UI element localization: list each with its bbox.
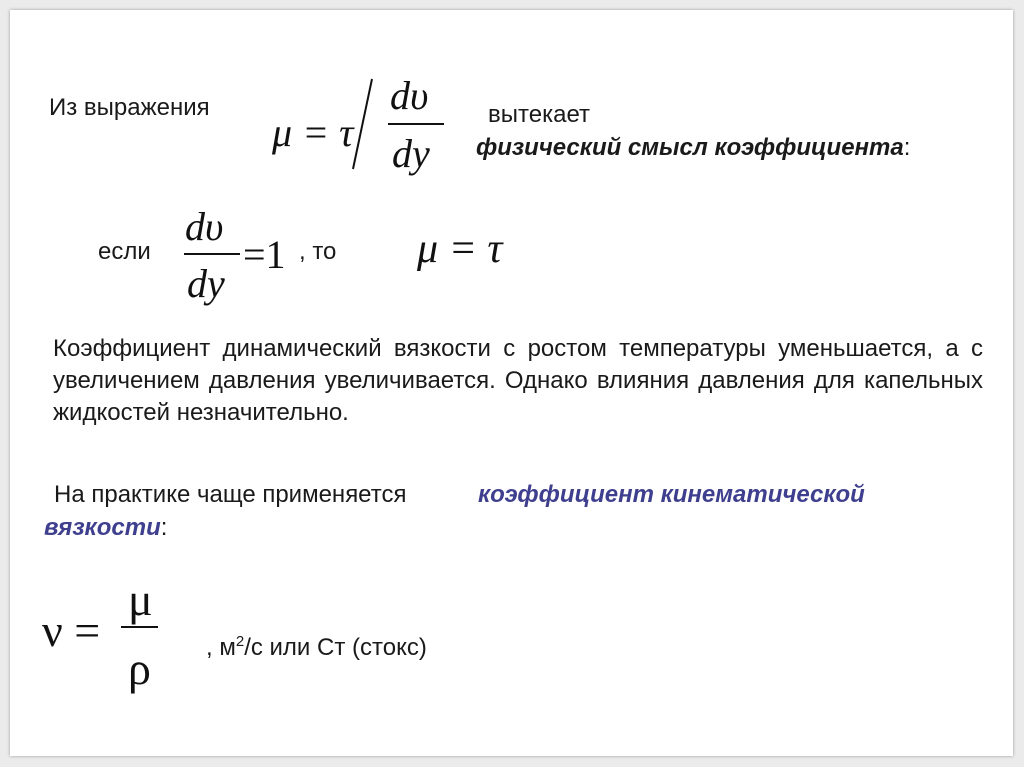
viscosity-paragraph: Коэффициент динамический вязкости с ростом температуры уменьшается, а с увеличением давления увеличивается. Однако влияния давления для капельных жидкостей незначительно. (53, 335, 983, 426)
nu-denominator-rho: ρ (128, 643, 151, 694)
formula-denominator-dy: dy (392, 131, 430, 176)
kinematic-term-line1: коэффициент кинематической (478, 481, 865, 508)
if-text: если (98, 238, 151, 265)
physical-meaning-text: физический смысл коэффициента (476, 134, 904, 161)
if-equals-one: =1 (243, 232, 286, 277)
nu-fraction-bar (121, 626, 158, 628)
follows-text: вытекает (488, 101, 590, 128)
result-mu-equals-tau: μ = τ (417, 226, 503, 272)
units-superscript: 2 (235, 633, 245, 650)
slide (10, 10, 1013, 756)
practice-text: На практике чаще применяется (54, 481, 407, 508)
then-text: , то (299, 238, 337, 265)
units-prefix: , м (206, 634, 236, 661)
formula-mu-tau: μ = τ (272, 110, 354, 155)
if-numerator-dv: dυ (185, 204, 224, 249)
units-text (206, 633, 427, 661)
meaning-colon: : (903, 134, 911, 161)
nu-numerator-mu: μ (128, 574, 153, 625)
fraction-slash (348, 76, 376, 172)
if-denominator-dy: dy (187, 261, 225, 306)
formula-fraction-bar (388, 123, 444, 125)
formula-numerator-dv: dυ (390, 73, 429, 118)
if-fraction-bar (184, 253, 240, 255)
kinematic-term-line2: вязкости (44, 514, 161, 541)
from-expression-text: Из выражения (49, 94, 210, 121)
practice-colon: : (160, 514, 168, 541)
units-suffix: /с или Ст (стокс) (244, 634, 427, 661)
nu-equals: ν = (42, 605, 101, 656)
